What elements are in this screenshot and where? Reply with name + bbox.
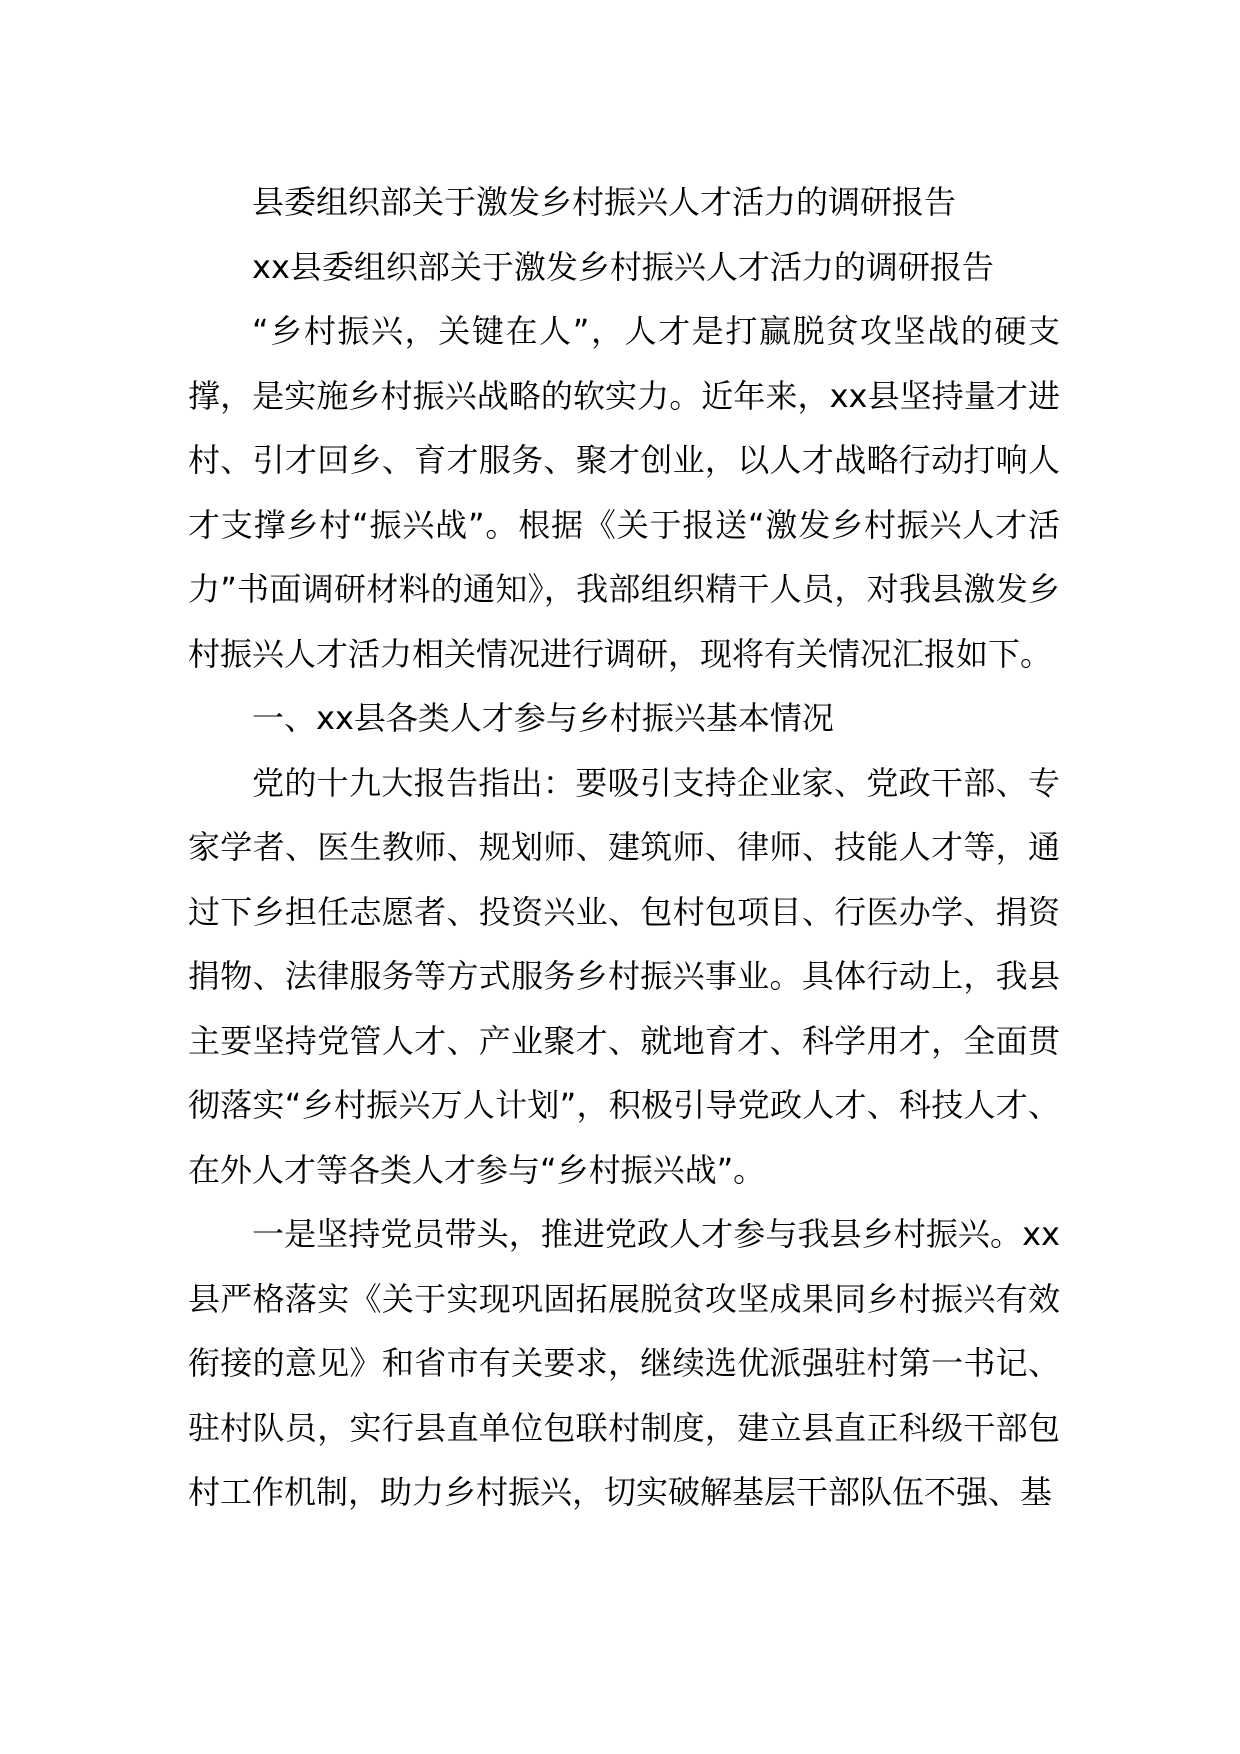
document-title: 县委组织部关于激发乡村振兴人才活力的调研报告: [252, 183, 957, 221]
document-body: [188, 170, 1060, 1525]
document-subtitle: xx县委组织部关于激发乡村振兴人才活力的调研报告: [252, 247, 994, 286]
section-heading: 一、xx县各类人才参与乡村振兴基本情况: [252, 699, 834, 737]
body-paragraph: 党的十九大报告指出：要吸引支持企业家、党政干部、专家学者、医生教师、规划师、建筑师、律师、技能人才等，通过下乡担任志愿者、投资兴业、包村包项目、行医办学、捐资捐物、法律服务等方式服务乡村振兴事业。具体行动上，我县主要坚持党管人才、产业聚才、就地育才、科学用才，全面贯彻落实“乡村振兴万人计划”，积极引导党政人才、科技人才、在外人才等各类人才参与“乡村振兴战”。: [188, 763, 1060, 1189]
body-paragraph: 一是坚持党员带头，推进党政人才参与我县乡村振兴。xx县严格落实《关于实现巩固拓展脱贫攻坚成果同乡村振兴有效衔接的意见》和省市有关要求，继续选优派强驻村第一书记、驻村队员，实行县直单位包联村制度，建立县直正科级干部包村工作机制，助力乡村振兴，切实破解基层干部队伍不强、基: [188, 1215, 1060, 1511]
intro-paragraph: “乡村振兴，关键在人”，人才是打赢脱贫攻坚战的硬支撑，是实施乡村振兴战略的软实力。近年来，xx县坚持量才进村、引才回乡、育才服务、聚才创业，以人才战略行动打响人才支撑乡村“振兴战”。根据《关于报送“激发乡村振兴人才活力”书面调研材料的通知》，我部组织精干人员，对我县激发乡村振兴人才活力相关情况进行调研，现将有关情况汇报如下。: [188, 312, 1060, 673]
